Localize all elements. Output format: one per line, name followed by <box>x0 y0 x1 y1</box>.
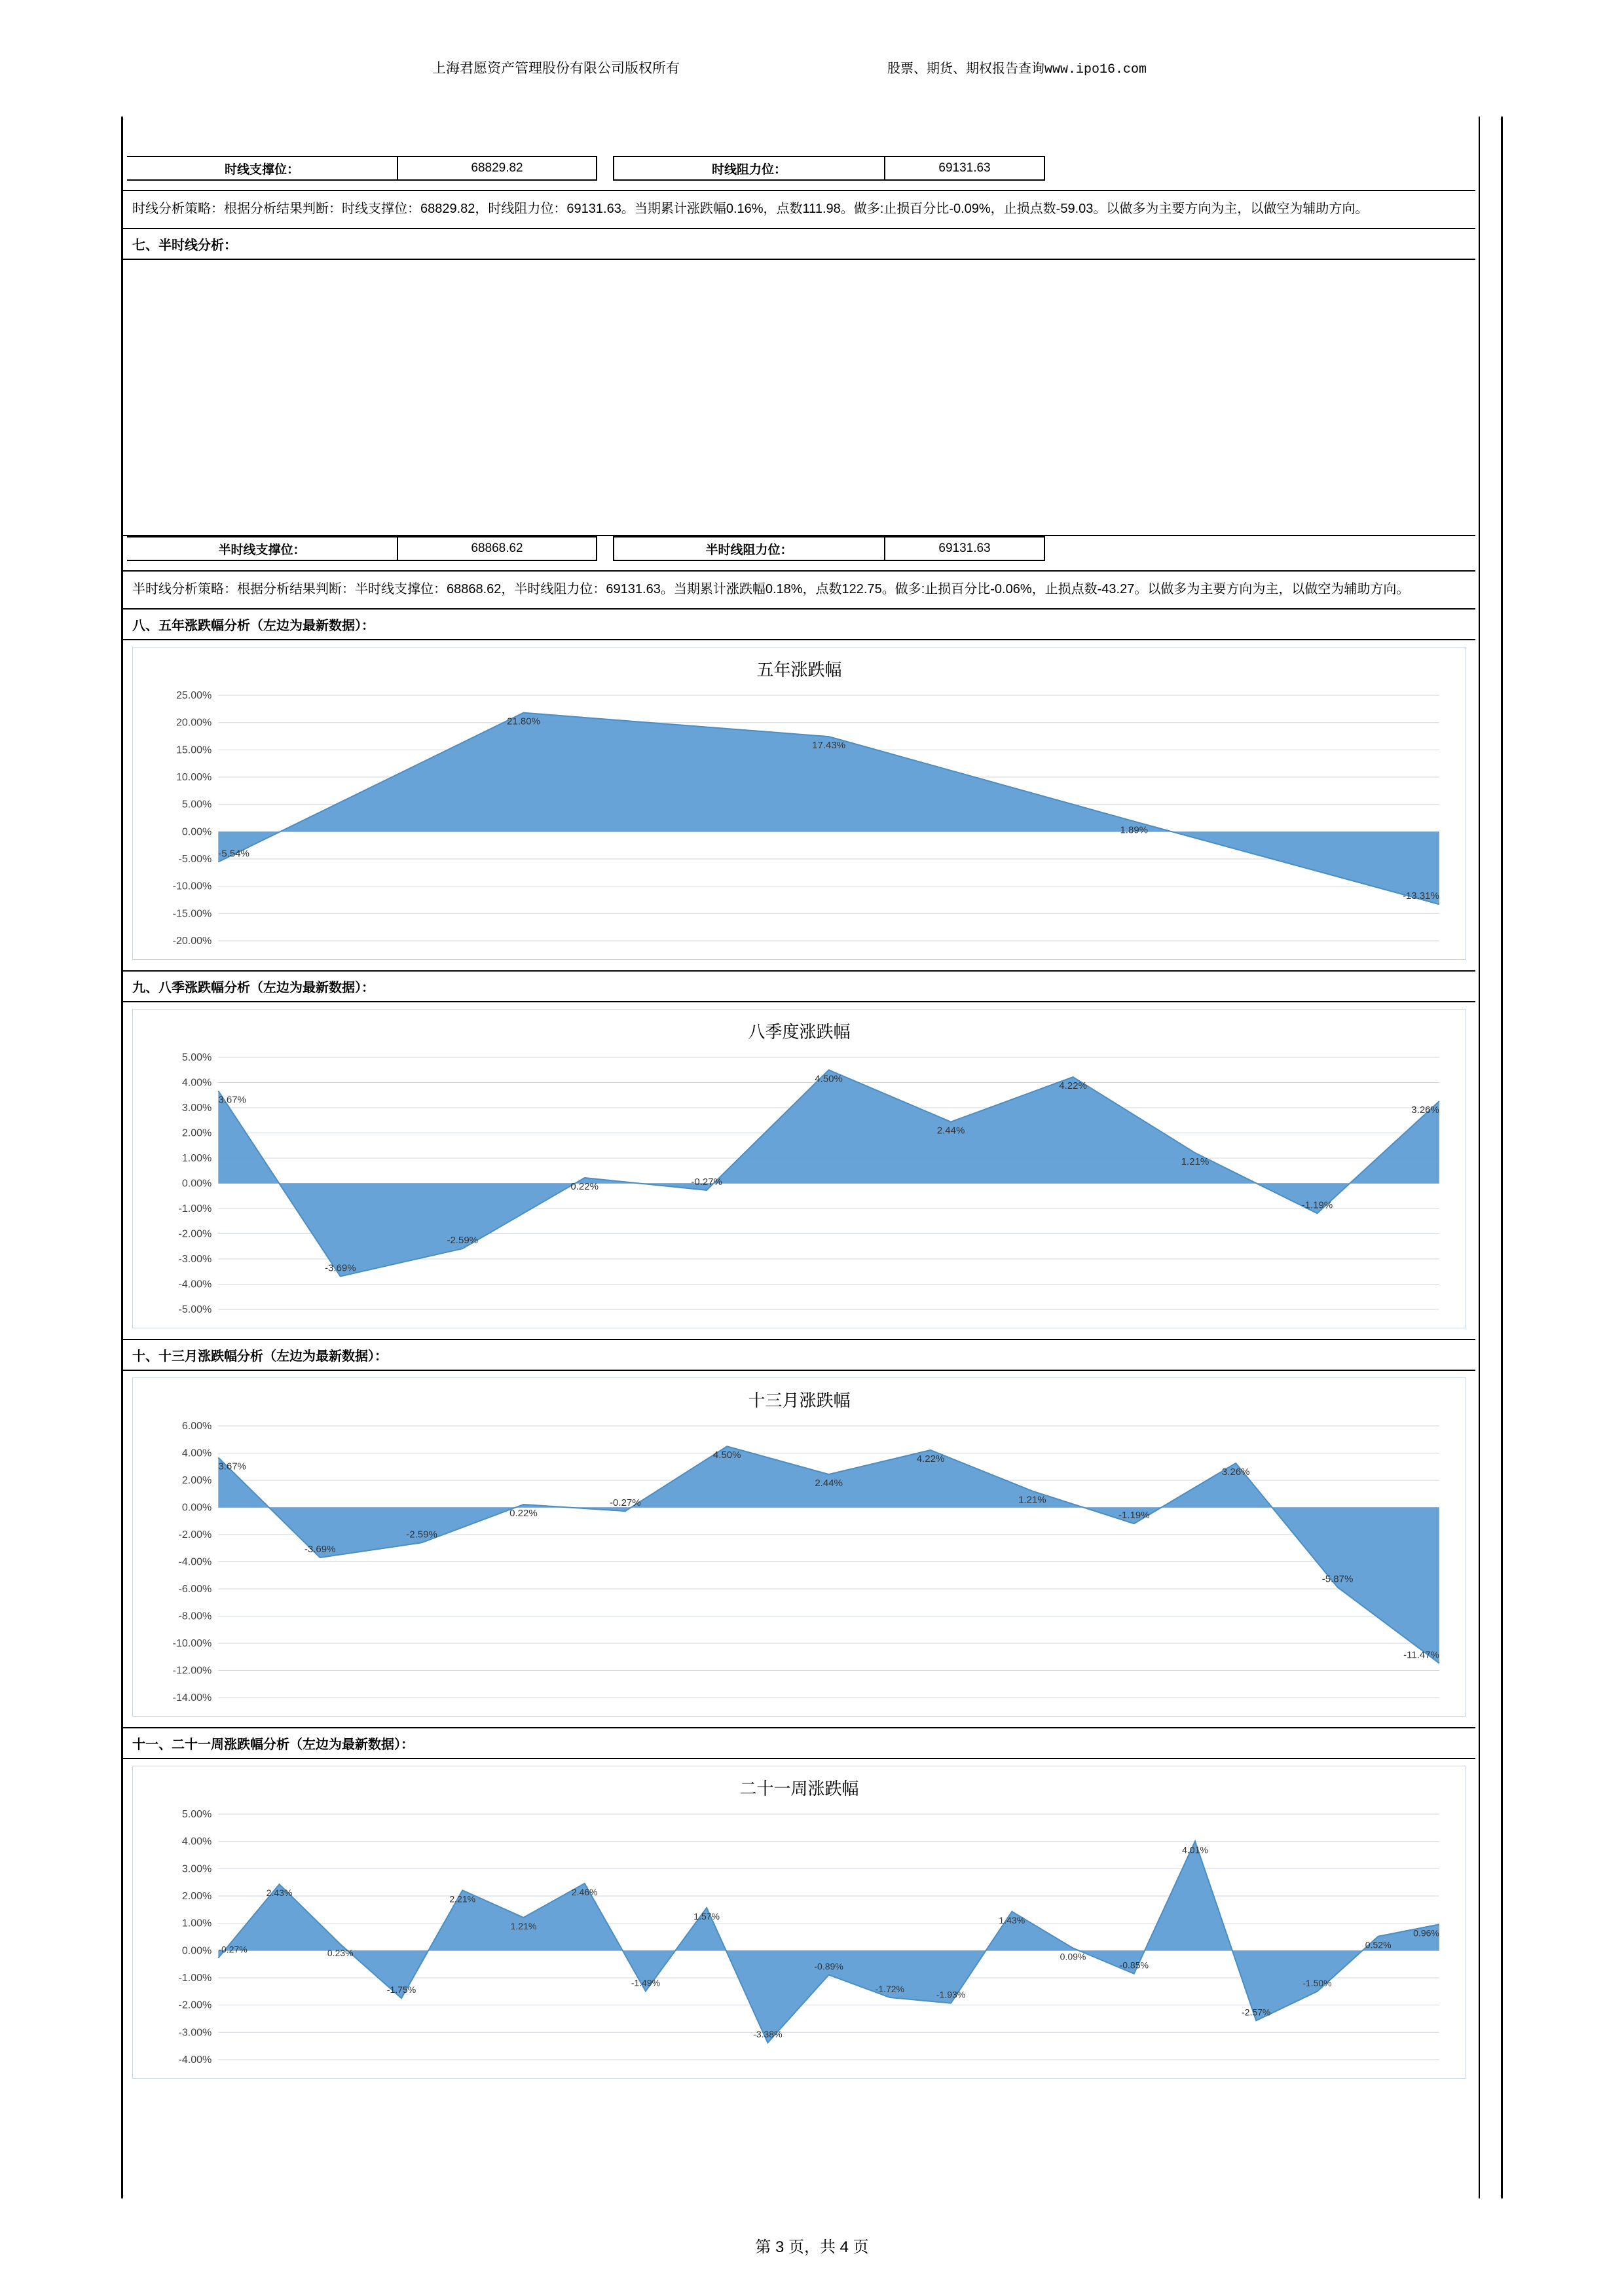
document-frame-inner-right <box>1479 117 1480 2198</box>
data-point-label: -0.27% <box>218 1944 248 1955</box>
data-point-label: 21.80% <box>506 716 540 727</box>
data-point-label: 17.43% <box>812 740 846 752</box>
data-point-label: -2.59% <box>406 1529 437 1540</box>
hour-resistance-label: 时线阻力位： <box>614 156 885 180</box>
chart-canvas <box>133 683 1466 959</box>
cell-gap <box>597 537 614 560</box>
y-axis-tick-label: -4.00% <box>178 2054 212 2066</box>
y-axis-tick-label: -20.00% <box>172 934 212 947</box>
data-point-label: 2.44% <box>936 1125 965 1137</box>
y-axis-tick-label: -1.00% <box>178 1203 212 1215</box>
series-area <box>218 1070 1439 1276</box>
y-axis-tick-label: -4.00% <box>178 1278 212 1290</box>
half-hour-line-levels-table <box>127 536 1045 561</box>
data-point-label: -2.59% <box>447 1235 479 1247</box>
data-point-label: -3.38% <box>753 2029 783 2040</box>
chart-area <box>133 683 1466 959</box>
y-axis-tick-label: 3.00% <box>181 1102 212 1114</box>
page-header <box>0 58 1624 84</box>
data-point-label: 2.43% <box>266 1887 293 1899</box>
data-point-label: 3.26% <box>1411 1104 1439 1116</box>
data-point-label: 4.22% <box>1059 1080 1087 1092</box>
data-point-label: -0.27% <box>610 1497 641 1509</box>
chart-area <box>133 1046 1466 1328</box>
chart-eight-quarter <box>132 1009 1466 1328</box>
hour-line-strategy-text: 时线分析策略：根据分析结果判断：时线支撑位：68829.82，时线阻力位：69131.63。当期累计涨跌幅0.16%，点数111.98。做多:止损百分比-0.09%，止损点数-59.03。以做多为主要方向为主，以做空为辅助方向。 <box>123 191 1475 229</box>
cell-gap <box>597 156 614 180</box>
y-axis-tick-label: -14.00% <box>172 1692 212 1704</box>
chart-area <box>133 1802 1466 2078</box>
y-axis-tick-label: -2.00% <box>178 1999 212 2011</box>
spacer <box>123 561 1475 570</box>
y-axis-tick-label: 3.00% <box>181 1863 212 1875</box>
data-point-label: 2.46% <box>571 1887 598 1898</box>
y-axis-tick-label: -2.00% <box>178 1529 212 1541</box>
y-axis-tick-label: -4.00% <box>178 1556 212 1568</box>
data-point-label: 0.52% <box>1365 1939 1392 1950</box>
hour-resistance-value: 69131.63 <box>885 156 1044 180</box>
y-axis-tick-label: -6.00% <box>178 1583 212 1595</box>
data-point-label: 0.23% <box>327 1947 354 1958</box>
chart-title: 十三月涨跌幅 <box>748 1391 851 1411</box>
data-point-label: -1.93% <box>936 1989 966 2000</box>
data-point-label: 2.44% <box>815 1478 843 1489</box>
data-point-label: 4.22% <box>916 1453 945 1465</box>
table-row <box>127 537 1044 560</box>
data-point-label: -1.75% <box>386 1984 416 1995</box>
data-point-label: 0.96% <box>1413 1927 1439 1939</box>
data-point-label: 3.67% <box>218 1094 246 1106</box>
data-point-label: -11.47% <box>1403 1649 1439 1661</box>
y-axis-tick-label: -3.00% <box>178 1253 212 1266</box>
y-axis-tick-label: 20.00% <box>175 716 212 729</box>
y-axis-tick-label: -10.00% <box>172 1637 212 1650</box>
y-axis-tick-label: 2.00% <box>181 1890 212 1903</box>
data-point-label: 0.22% <box>570 1181 599 1193</box>
chart-title: 八季度涨跌幅 <box>748 1022 851 1042</box>
hour-line-levels-table <box>127 156 1045 181</box>
y-axis-tick-label: 15.00% <box>175 744 212 756</box>
y-axis-tick-label: -3.00% <box>178 2026 212 2039</box>
chart-canvas <box>133 1802 1466 2078</box>
top-spacer <box>123 117 1475 156</box>
data-point-label: 1.43% <box>999 1915 1025 1926</box>
data-point-label: 4.50% <box>712 1449 741 1461</box>
y-axis-tick-label: -5.00% <box>178 853 212 866</box>
y-axis-tick-label: 0.00% <box>181 1177 212 1190</box>
chart-title: 二十一周涨跌幅 <box>739 1779 859 1799</box>
y-axis-tick-label: 25.00% <box>175 689 212 702</box>
data-point-label: 1.21% <box>510 1921 537 1932</box>
chart-title: 五年涨跌幅 <box>756 660 842 680</box>
half-hour-resistance-value: 69131.63 <box>885 537 1044 560</box>
chart-twentyone-week <box>132 1766 1466 2079</box>
section-title-five-year: 八、五年涨跌幅分析（左边为最新数据）： <box>123 610 1475 640</box>
chart-canvas <box>133 1046 1466 1328</box>
y-axis-tick-label: -8.00% <box>178 1610 212 1622</box>
header-company: 上海君愿资产管理股份有限公司版权所有 <box>432 61 680 76</box>
y-axis-tick-label: 10.00% <box>175 771 212 784</box>
data-point-label: 3.26% <box>1221 1467 1250 1478</box>
half-hour-resistance-label: 半时线阻力位： <box>614 537 885 560</box>
data-point-label: -5.54% <box>218 848 249 860</box>
y-axis-tick-label: 1.00% <box>181 1917 212 1929</box>
data-point-label: -3.69% <box>304 1544 336 1556</box>
data-point-label: 1.21% <box>1018 1494 1046 1506</box>
data-point-label: -2.57% <box>1242 2007 1271 2018</box>
y-axis-tick-label: -2.00% <box>178 1228 212 1240</box>
data-point-label: -5.87% <box>1321 1573 1354 1585</box>
data-point-label: -0.27% <box>691 1176 722 1188</box>
section-title-thirteen-month: 十、十三月涨跌幅分析（左边为最新数据）： <box>123 1340 1475 1371</box>
y-axis-tick-label: -10.00% <box>172 880 212 892</box>
data-point-label: 0.09% <box>1060 1951 1086 1962</box>
data-point-label: -1.19% <box>1301 1199 1333 1211</box>
y-axis-tick-label: 5.00% <box>181 798 212 811</box>
data-point-label: 0.22% <box>509 1508 538 1520</box>
chart-area <box>133 1414 1466 1716</box>
chart-canvas <box>133 1414 1466 1716</box>
half-hour-support-value: 68868.62 <box>397 537 597 560</box>
section-title-twentyone-week: 十一、二十一周涨跌幅分析（左边为最新数据）： <box>123 1728 1475 1759</box>
y-axis-tick-label: 0.00% <box>181 826 212 838</box>
data-point-label: -1.72% <box>875 1984 905 1995</box>
y-axis-tick-label: 5.00% <box>181 1051 212 1064</box>
spacer <box>123 181 1475 190</box>
data-point-label: 1.57% <box>693 1911 720 1922</box>
y-axis-tick-label: -12.00% <box>172 1664 212 1677</box>
data-point-label: 1.89% <box>1120 824 1149 836</box>
y-axis-tick-label: 1.00% <box>181 1152 212 1165</box>
data-point-label: 4.50% <box>815 1073 843 1085</box>
y-axis-tick-label: 6.00% <box>181 1420 212 1432</box>
y-axis-tick-label: -5.00% <box>178 1303 212 1316</box>
data-point-label: -1.50% <box>1302 1978 1332 1989</box>
y-axis-tick-label: 2.00% <box>181 1474 212 1487</box>
y-axis-tick-label: 0.00% <box>181 1501 212 1514</box>
table-row <box>127 156 1044 180</box>
data-point-label: -1.49% <box>631 1977 661 1988</box>
y-axis-tick-label: 2.00% <box>181 1127 212 1139</box>
page-footer: 第 3 页，共 4 页 <box>755 2238 869 2256</box>
half-hour-chart-placeholder <box>123 260 1475 536</box>
data-point-label: 1.21% <box>1181 1156 1209 1168</box>
y-axis-tick-label: -1.00% <box>178 1972 212 1984</box>
y-axis-tick-label: 0.00% <box>181 1944 212 1957</box>
document-content <box>123 117 1475 2089</box>
data-point-label: 3.67% <box>218 1461 246 1472</box>
y-axis-tick-label: 4.00% <box>181 1447 212 1459</box>
data-point-label: -0.89% <box>814 1961 843 1972</box>
half-hour-line-strategy-text: 半时线分析策略：根据分析结果判断：半时线支撑位：68868.62，半时线阻力位：69131.63。当期累计涨跌幅0.18%，点数122.75。做多:止损百分比-0.06%，止损点数-43.27。以做多为主要方向为主，以做空为辅助方向。 <box>123 572 1475 610</box>
y-axis-tick-label: -15.00% <box>172 907 212 920</box>
hour-support-value: 68829.82 <box>397 156 597 180</box>
header-website: 股票、期货、期权报告查询www.ipo16.com <box>887 62 1147 77</box>
y-axis-tick-label: 4.00% <box>181 1076 212 1089</box>
data-point-label: -1.19% <box>1118 1510 1150 1522</box>
y-axis-tick-label: 5.00% <box>181 1808 212 1821</box>
chart-thirteen-month <box>132 1377 1466 1717</box>
data-point-label: -0.85% <box>1119 1959 1149 1971</box>
half-hour-support-label: 半时线支撑位： <box>127 537 397 560</box>
section-title-half-hour: 七、半时线分析： <box>123 229 1475 260</box>
data-point-label: 2.21% <box>449 1893 476 1904</box>
data-point-label: -13.31% <box>1402 890 1439 902</box>
y-axis-tick-label: 4.00% <box>181 1835 212 1848</box>
section-title-eight-quarter: 九、八季涨跌幅分析（左边为最新数据）： <box>123 972 1475 1002</box>
hour-support-label: 时线支撑位： <box>127 156 397 180</box>
data-point-label: 4.01% <box>1182 1844 1208 1855</box>
chart-five-year <box>132 647 1466 960</box>
data-point-label: -3.69% <box>324 1262 356 1274</box>
